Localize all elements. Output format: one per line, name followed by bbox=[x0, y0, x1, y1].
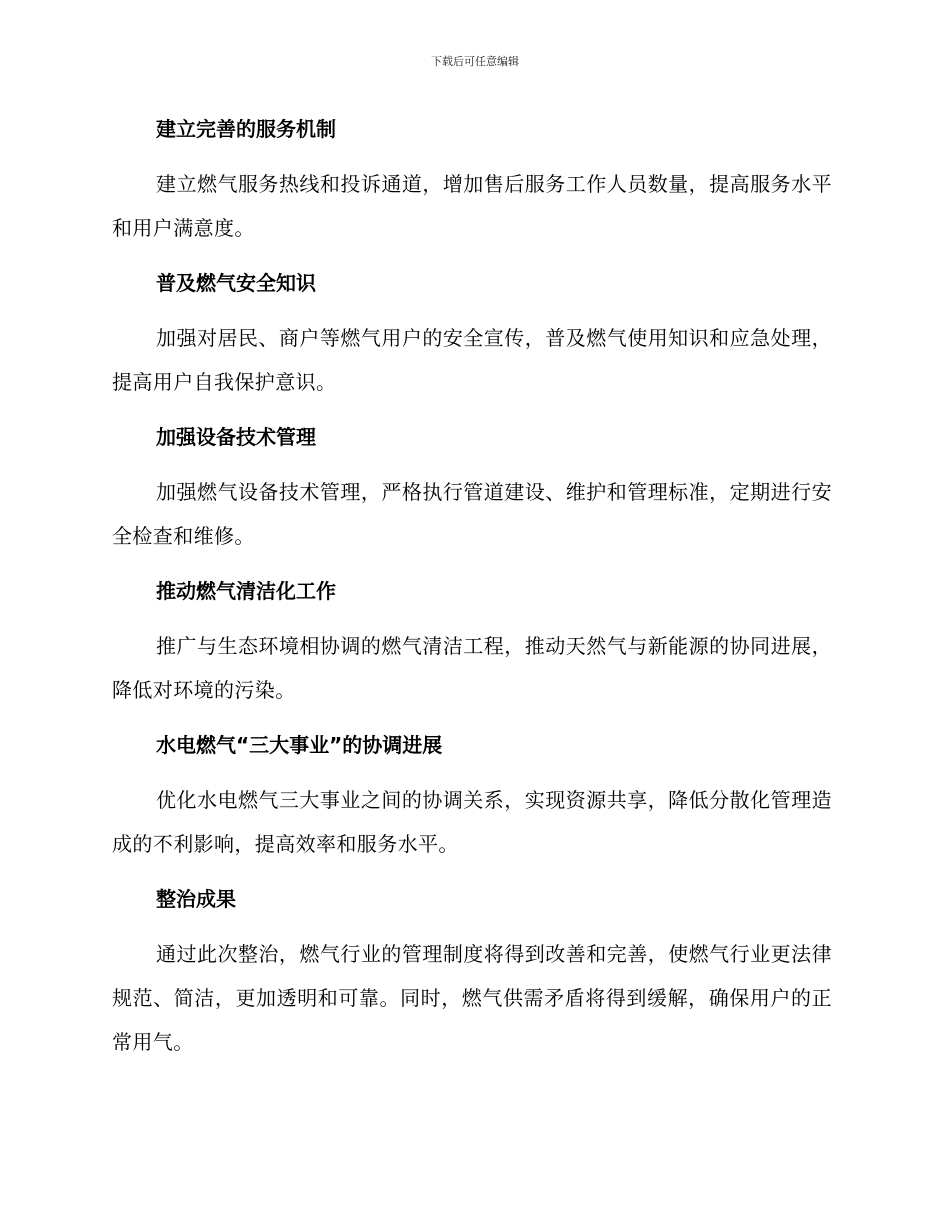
section-safety-knowledge bbox=[112, 264, 832, 404]
section-heading: 建立完善的服务机制 bbox=[156, 117, 336, 141]
section-heading: 水电燃气“三大事业”的协调进展 bbox=[156, 733, 443, 757]
section-heading: 推动燃气清洁化工作 bbox=[156, 579, 336, 603]
page-header: 下载后可任意编辑 bbox=[431, 55, 519, 68]
section-heading: 整治成果 bbox=[156, 887, 236, 911]
section-paragraph: 加强对居民、商户等燃气用户的安全宣传，普及燃气使用知识和应急处理，提高用户自我保护意识。 bbox=[112, 326, 832, 394]
document-body bbox=[112, 110, 832, 1064]
section-paragraph: 加强燃气设备技术管理，严格执行管道建设、维护和管理标准，定期进行安全检查和维修。 bbox=[112, 480, 832, 548]
section-utilities-coordination bbox=[112, 726, 832, 866]
section-heading: 普及燃气安全知识 bbox=[156, 271, 316, 295]
section-service-mechanism bbox=[112, 110, 832, 250]
section-clean-gas bbox=[112, 572, 832, 712]
section-paragraph: 推广与生态环境相协调的燃气清洁工程，推动天然气与新能源的协同进展，降低对环境的污染。 bbox=[112, 634, 832, 702]
section-heading: 加强设备技术管理 bbox=[156, 425, 316, 449]
section-paragraph: 通过此次整治，燃气行业的管理制度将得到改善和完善，使燃气行业更法律规范、简洁，更加透明和可靠。同时，燃气供需矛盾将得到缓解，确保用户的正常用气。 bbox=[112, 942, 832, 1054]
section-paragraph: 优化水电燃气三大事业之间的协调关系，实现资源共享，降低分散化管理造成的不利影响，提高效率和服务水平。 bbox=[112, 788, 832, 856]
section-paragraph: 建立燃气服务热线和投诉通道，增加售后服务工作人员数量，提高服务水平和用户满意度。 bbox=[112, 172, 832, 240]
section-results bbox=[112, 880, 832, 1064]
section-equipment-management bbox=[112, 418, 832, 558]
